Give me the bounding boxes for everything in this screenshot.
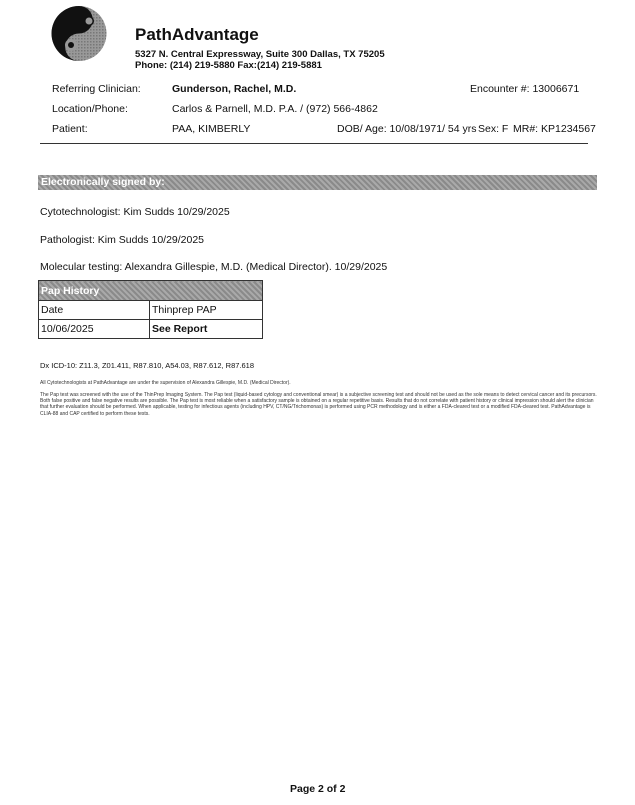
pap-history-title: Pap History — [39, 281, 263, 301]
referring-label: Referring Clinician: — [52, 83, 141, 95]
org-address: 5327 N. Central Expressway, Suite 300 Dallas, TX 75205 — [135, 49, 385, 60]
pap-disclaimer: The Pap test was screened with the use of the ThinPrep Imaging System. The Pap test (liquid-based cytology and conventional smear) is a subjective screening test and should not be used as the sole means to detect cervical cancer and its precursors. Both false positive and false negative results are possible. The Pap test is most reliable when a satisfactory sample is obtained on a regular repetitive basis. Results that do not correlate with patient history or clinical impression should alert the clinician that further evaluation should be performed. When applicable, testing for infectious agents (including HPV, CT/NG/Trichomonas) is performed using PCR methodology and is either a FDA-cleared test or a modified FDA-cleared test. PathAdvantage is CLIA-88 and CAP certified to perform these tests. — [40, 392, 597, 417]
see-report-link[interactable]: See Report — [150, 320, 263, 339]
location-value: Carlos & Parnell, M.D. P.A. / (972) 566-4862 — [172, 103, 378, 115]
org-name: PathAdvantage — [135, 25, 259, 44]
patient-mr: MR#: KP1234567 — [513, 123, 596, 135]
patient-dob-age: DOB/ Age: 10/08/1971/ 54 yrs — [337, 123, 477, 135]
patient-label: Patient: — [52, 123, 88, 135]
pathadvantage-logo — [51, 5, 107, 62]
supervision-note: All Cytotechnologists at PathAdvantage are under the supervision of Alexandra Gillespie, M.D. (Medical Director). — [40, 380, 291, 386]
signed-header-text: Electronically signed by: — [41, 176, 165, 188]
header-divider — [40, 143, 588, 144]
pathologist-line: Pathologist: Kim Sudds 10/29/2025 — [40, 234, 205, 246]
column-header: Thinprep PAP — [150, 301, 263, 320]
encounter-number: Encounter #: 13006671 — [470, 83, 580, 95]
dx-icd10-codes: Dx ICD-10: Z11.3, Z01.411, R87.810, A54.03, R87.612, R87.618 — [40, 361, 255, 370]
molecular-testing-line: Molecular testing: Alexandra Gillespie, M.D. (Medical Director). 10/29/2025 — [40, 261, 388, 273]
column-header: Date — [39, 301, 150, 320]
table-header-row — [39, 301, 263, 320]
pap-history-table — [38, 280, 263, 339]
signed-section-header — [38, 175, 597, 190]
table-row — [39, 320, 263, 339]
patient-name: PAA, KIMBERLY — [172, 123, 251, 135]
referring-value: Gunderson, Rachel, M.D. — [172, 83, 297, 95]
cytotechnologist-line: Cytotechnologist: Kim Sudds 10/29/2025 — [40, 206, 230, 218]
patient-sex: Sex: F — [478, 123, 509, 135]
location-label: Location/Phone: — [52, 103, 128, 115]
org-phone-fax: Phone: (214) 219-5880 Fax:(214) 219-5881 — [135, 60, 322, 71]
page-number: Page 2 of 2 — [290, 783, 346, 795]
pap-date: 10/06/2025 — [39, 320, 150, 339]
